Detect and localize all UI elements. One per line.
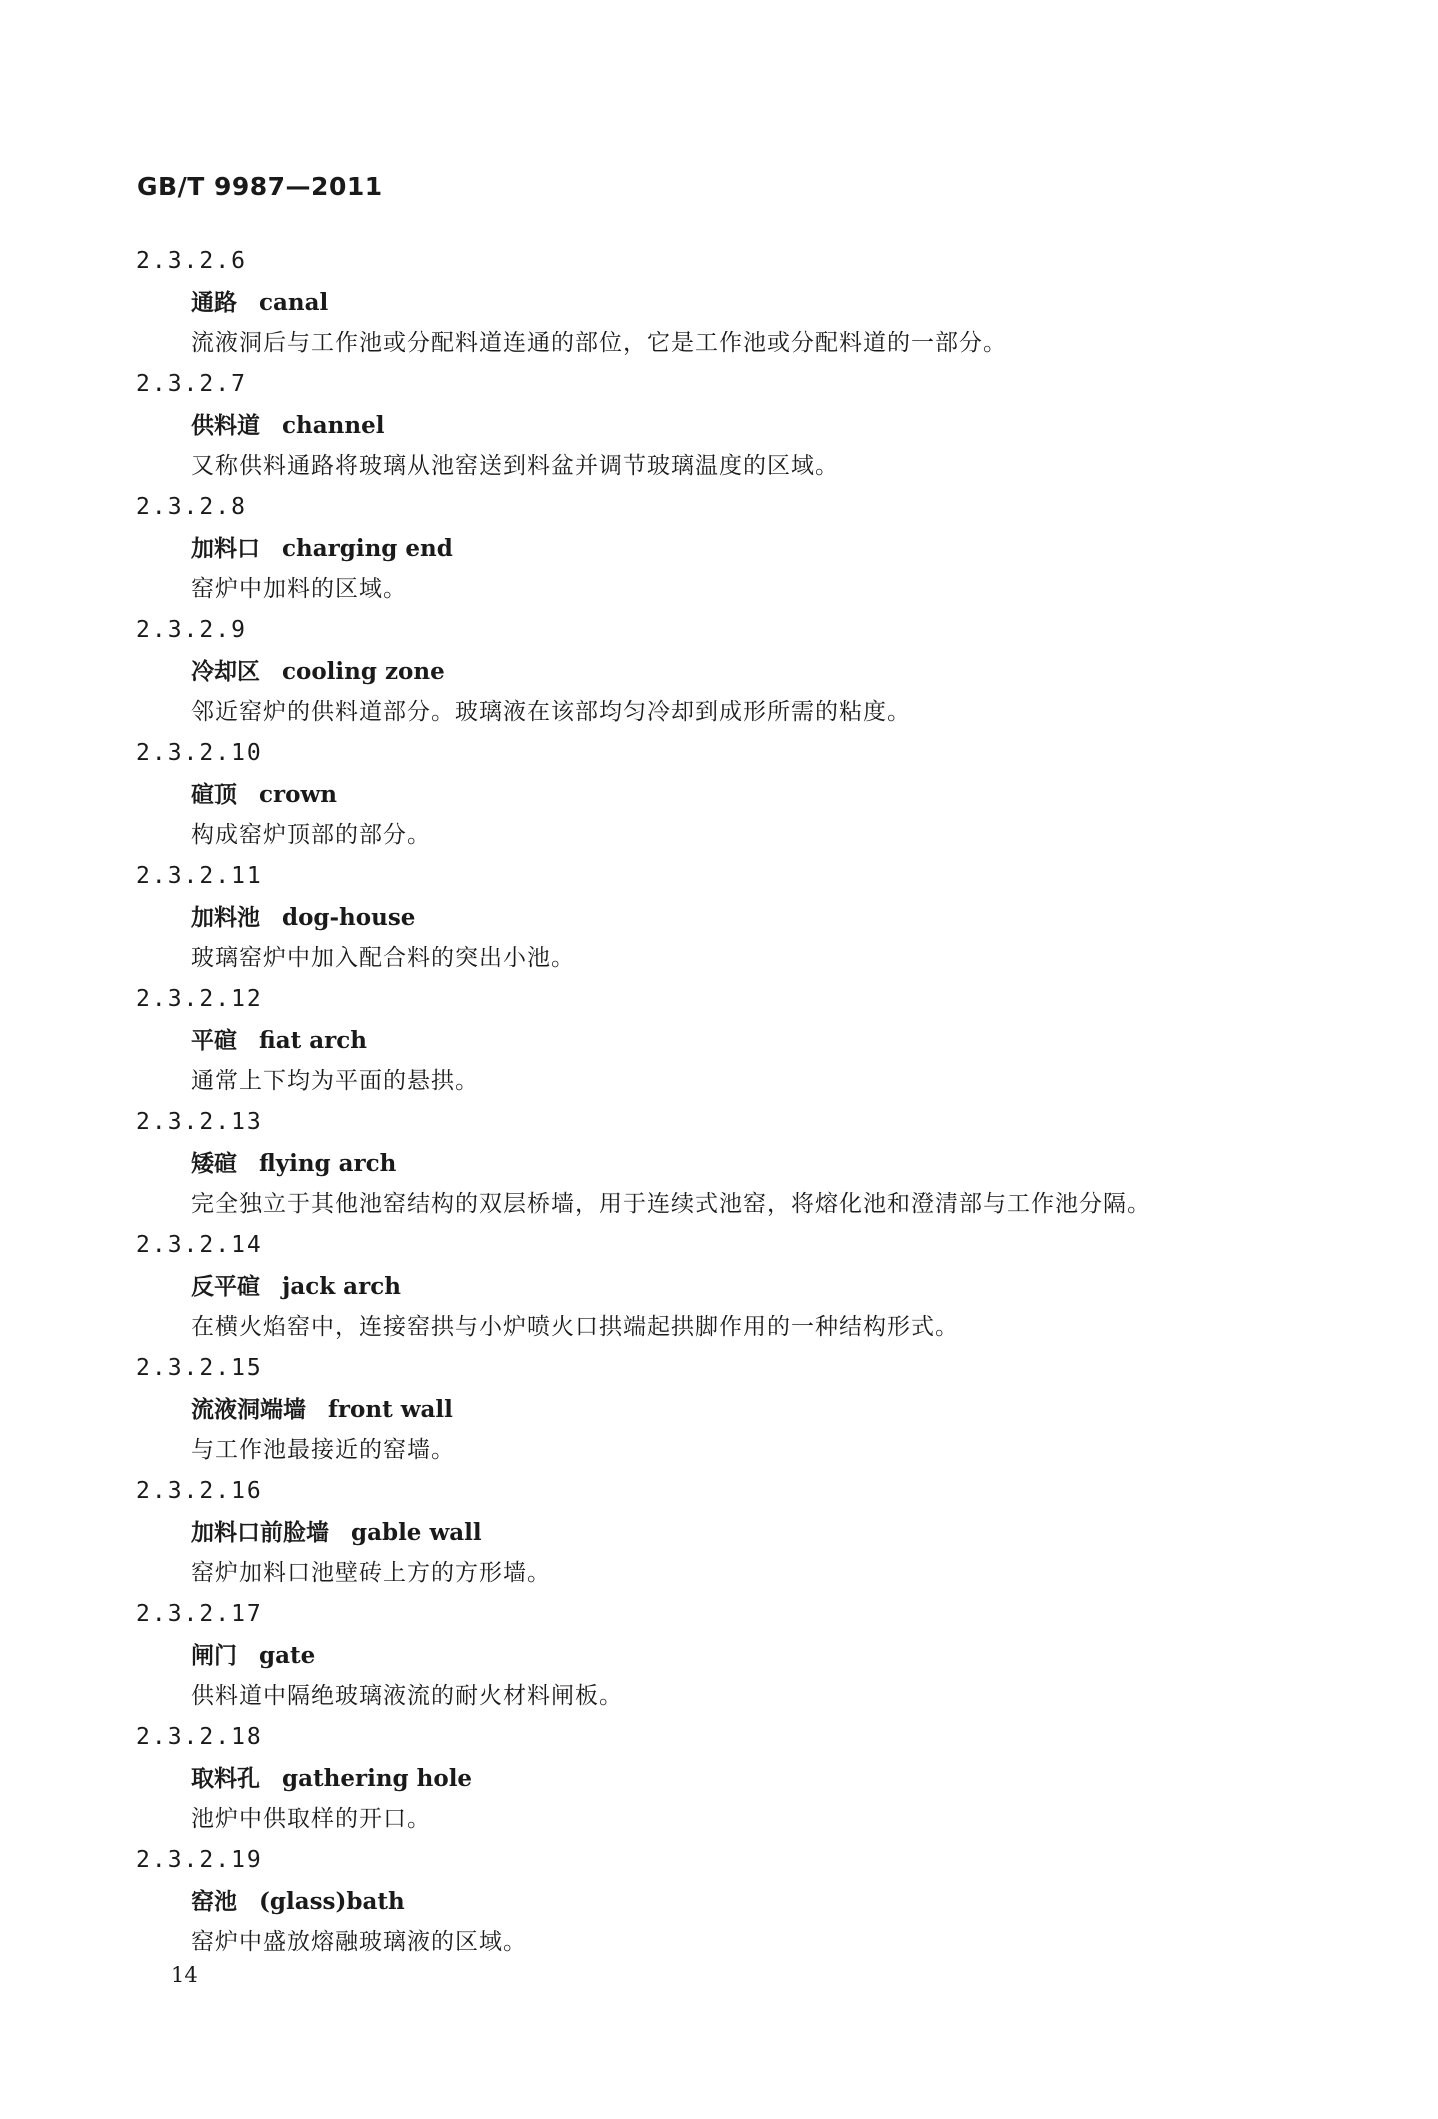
term-entry (136, 1225, 1316, 1348)
entry-definition: 邻近窑炉的供料道部分。玻璃液在该部均匀冷却到成形所需的粘度。 (191, 699, 911, 725)
term-entry (136, 1840, 1316, 1963)
entry-term (136, 1881, 1316, 1922)
term-english: fiat arch (259, 1027, 368, 1054)
entry-number: 2.3.2.18 (136, 1724, 263, 1750)
term-english: flying arch (259, 1150, 397, 1177)
term-chinese: 矮碹 (191, 1151, 237, 1177)
entry-term (136, 1758, 1316, 1799)
term-entry (136, 241, 1316, 364)
entry-definition: 构成窑炉顶部的部分。 (191, 822, 431, 848)
entry-number: 2.3.2.15 (136, 1355, 263, 1381)
entry-number: 2.3.2.8 (136, 494, 247, 520)
term-chinese: 加料池 (191, 905, 260, 931)
entry-definition: 窑炉中盛放熔融玻璃液的区域。 (191, 1929, 527, 1955)
term-chinese: 窑池 (191, 1889, 237, 1915)
term-chinese: 平碹 (191, 1028, 237, 1054)
term-english: front wall (328, 1396, 453, 1423)
entry-term (136, 1635, 1316, 1676)
entry-number: 2.3.2.6 (136, 248, 247, 274)
entry-term (136, 1143, 1316, 1184)
term-list (136, 241, 1316, 1963)
term-entry (136, 1471, 1316, 1594)
term-english: (glass)bath (259, 1888, 405, 1915)
term-chinese: 反平碹 (191, 1274, 260, 1300)
entry-definition: 窑炉中加料的区域。 (191, 576, 407, 602)
entry-number: 2.3.2.19 (136, 1847, 263, 1873)
term-english: jack arch (282, 1273, 401, 1300)
term-english: charging end (282, 535, 453, 562)
term-chinese: 碹顶 (191, 782, 237, 808)
term-english: gable wall (351, 1519, 482, 1546)
term-chinese: 闸门 (191, 1643, 237, 1669)
standard-code: GB/T 9987—2011 (137, 172, 383, 201)
entry-term (136, 1389, 1316, 1430)
term-entry (136, 1348, 1316, 1471)
entry-term (136, 528, 1316, 569)
term-chinese: 流液洞端墙 (191, 1397, 306, 1423)
entry-definition: 池炉中供取样的开口。 (191, 1806, 431, 1832)
term-entry (136, 487, 1316, 610)
term-english: channel (282, 412, 385, 439)
entry-number: 2.3.2.16 (136, 1478, 263, 1504)
term-entry (136, 1594, 1316, 1717)
term-entry (136, 1102, 1316, 1225)
term-chinese: 加料口 (191, 536, 260, 562)
entry-term (136, 282, 1316, 323)
entry-term (136, 651, 1316, 692)
term-chinese: 通路 (191, 290, 237, 316)
entry-term (136, 405, 1316, 446)
term-entry (136, 610, 1316, 733)
term-english: cooling zone (282, 658, 445, 685)
entry-number: 2.3.2.13 (136, 1109, 263, 1135)
entry-definition: 玻璃窑炉中加入配合料的突出小池。 (191, 945, 575, 971)
entry-term (136, 897, 1316, 938)
entry-definition: 与工作池最接近的窑墙。 (191, 1437, 455, 1463)
entry-definition: 完全独立于其他池窑结构的双层桥墙，用于连续式池窑，将熔化池和澄清部与工作池分隔。 (191, 1191, 1151, 1217)
entry-definition: 通常上下均为平面的悬拱。 (191, 1068, 479, 1094)
entry-definition: 在横火焰窑中，连接窑拱与小炉喷火口拱端起拱脚作用的一种结构形式。 (191, 1314, 959, 1340)
term-english: crown (259, 781, 337, 808)
entry-term (136, 1266, 1316, 1307)
entry-number: 2.3.2.11 (136, 863, 263, 889)
entry-term (136, 1020, 1316, 1061)
entry-number: 2.3.2.14 (136, 1232, 263, 1258)
term-entry (136, 979, 1316, 1102)
term-chinese: 供料道 (191, 413, 260, 439)
term-english: gate (259, 1642, 316, 1669)
term-english: dog-house (282, 904, 416, 931)
entry-definition: 流液洞后与工作池或分配料道连通的部位，它是工作池或分配料道的一部分。 (191, 330, 1007, 356)
term-english: canal (259, 289, 329, 316)
entry-definition: 供料道中隔绝玻璃液流的耐火材料闸板。 (191, 1683, 623, 1709)
term-entry (136, 733, 1316, 856)
entry-number: 2.3.2.17 (136, 1601, 263, 1627)
page-number: 14 (171, 1963, 198, 1987)
term-chinese: 冷却区 (191, 659, 260, 685)
term-chinese: 取料孔 (191, 1766, 260, 1792)
term-entry (136, 1717, 1316, 1840)
entry-number: 2.3.2.10 (136, 740, 263, 766)
term-english: gathering hole (282, 1765, 473, 1792)
term-entry (136, 856, 1316, 979)
entry-number: 2.3.2.12 (136, 986, 263, 1012)
term-chinese: 加料口前脸墙 (191, 1520, 329, 1546)
entry-number: 2.3.2.7 (136, 371, 247, 397)
entry-definition: 窑炉加料口池壁砖上方的方形墙。 (191, 1560, 551, 1586)
entry-number: 2.3.2.9 (136, 617, 247, 643)
entry-term (136, 774, 1316, 815)
entry-definition: 又称供料通路将玻璃从池窑送到料盆并调节玻璃温度的区域。 (191, 453, 839, 479)
entry-term (136, 1512, 1316, 1553)
term-entry (136, 364, 1316, 487)
